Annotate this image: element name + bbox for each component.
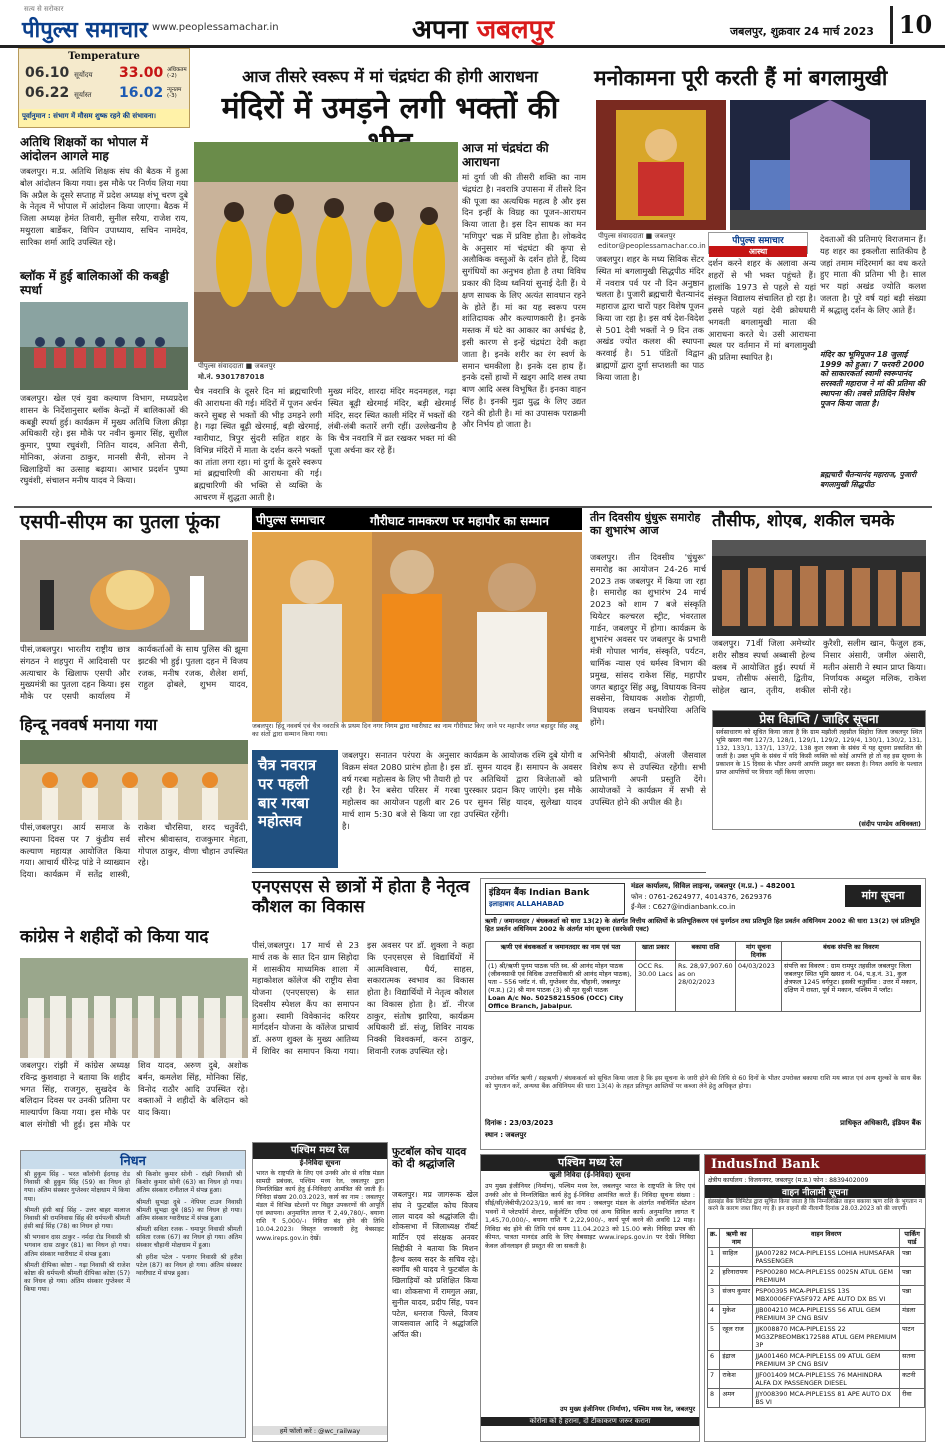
navratri-headline-2: मंदिरों में उमड़ने लगी भक्तों की	[221, 91, 559, 126]
min-note: न्यूनतम (-3)	[167, 87, 182, 100]
bank-merged: इलाहाबाद ALLAHABAD	[489, 900, 565, 908]
table-row	[708, 1305, 925, 1324]
obituary-item: श्रीमती सविता रजक - घमापुर निवासी श्रीमती सविता रजक (67) का निधन हो गया। अंतिम संस्कार चौहानी मोक्षधाम में हुआ।	[136, 1226, 242, 1250]
table-row	[708, 1351, 925, 1370]
bank-notice-body: उपरोक्त वर्णित ऋणी / सहऋणी / बंधककर्ता को सूचित किया जाता है कि इस सूचना के जारी होने की तिथि से 60 दिनों के भीतर उपरोक्त बकाया राशि मय ब्याज एवं अन्य शुल्कों के साथ बैंक को भुगतान करें, अन्यथा बैंक अधिनियम की धारा 13(4) के तहत प्रतिभूत आस्तियों पर कब्जा लेने हेतु अधिकृत होगा।	[485, 1075, 921, 1091]
table-row	[708, 1389, 925, 1408]
cell-no: 7	[708, 1370, 720, 1389]
divider-2	[252, 872, 706, 873]
rail-notice-1	[252, 1142, 388, 1442]
baglamukhi-city: जबलपुर	[654, 232, 676, 240]
effigy-photo	[20, 540, 248, 642]
football-headline: फुटबॉल कोच यादव को दी श्रद्धांजलि	[392, 1146, 467, 1171]
navratri-credit: पीपुल्स संवाददाता	[198, 362, 244, 370]
rail-notice-2-title: पश्चिम मध्य रेल	[481, 1155, 699, 1171]
table-row	[708, 1267, 925, 1286]
bodybuilding-photo	[712, 540, 926, 636]
garba-body-2: कार्यक्रम के आयोजक रश्मि दुबे योगी व डॉ. सुमन यादव हैं। समापन के अवसर पर अतिथियों द्वारा विजेताओं को पुरस्कार प्रदान किए जाएंगे। इस मौके पर सुमन सिंह यादव, सुलेखा यादव उपस्थित रहेंगी।	[464, 750, 582, 819]
navratri-photo-caption: पीपुल्स संवाददाता ■ जबलपुर	[198, 362, 276, 370]
obituary-item: श्री किशोर कुमार सोनी - रांझी निवासी श्री किशोर कुमार सोनी (63) का निधन हो गया। अंतिम संस्कार रानीताल में संपन्न हुआ।	[136, 1171, 242, 1195]
navratri-photo-art	[194, 142, 458, 362]
page-title	[412, 10, 554, 46]
rail-notice-2-signature: उप मुख्य इंजीनियर (निर्माण), पश्चिम मध्य रेल, जबलपुर	[559, 1405, 695, 1413]
bank-email: ई-मेल : C627@indianbank.co.in	[631, 903, 736, 911]
chandraghanta-headline: आज मां चंद्रघंटा की आराधना	[462, 141, 549, 169]
table-row	[708, 1370, 925, 1389]
cell-vehicle: JJF001409 MCA-PIPLE1SS 76 MAHINDRA ALFA DX PASSENGER DIESEL	[753, 1370, 900, 1389]
garba-body-1: जबलपुर। सनातन परंपरा के अनुसार विक्रम संवत 2080 प्रारंभ होता है। इस वर्ष गरबा महोत्सव के लिए भी तैयारी हो रही है। रैन बसेरा परिसर में गरबा महोत्सव का आयोजन पहली बार 26 मार्च शाम 5:30 बजे से किया जा रहा है।	[342, 750, 460, 831]
bank-name-en: Indian Bank	[529, 888, 590, 898]
bank-col-amount: बकाया राशि	[676, 942, 736, 961]
chandraghanta-body: मां दुर्गा जी की तीसरी शक्ति का नाम चंद्रघंटा है। नवरात्रि उपासना में तीसरे दिन की पूजा का अत्यधिक महत्व है और इस दिन इन्हीं के विग्रह का पूजन-आराधन किया जाता है। इस दिन साधक का मन 'मणिपुर' चक्र में प्रविष्ट होता है। लोकवेद के अनुसार मां चंद्रघंटा की कृपा से अलौकिक वस्तुओं के दर्शन होते हैं, दिव्य सुगंधियों का अनुभव होता है तथा विविध प्रकार की दिव्य ध्वनियां सुनाई देती हैं। ये क्षण साधक के लिए अत्यंत सावधान रहने के होते हैं। मां का यह स्वरूप परम शांतिदायक और कल्याणकारी है। इनके मस्तक में घंटे का आकार का अर्धचंद्र है, इसी कारण से इन्हें चंद्रघंटा देवी कहा जाता है। इनके शरीर का रंग स्वर्ण के समान चमकीला है। इनके दस हाथ हैं। इनके दसों हाथों में खड्ग आदि शस्त्र तथा बाण आदि अस्त्र विभूषित हैं। इनका वाहन सिंह है। इनकी मुद्रा युद्ध के लिए उद्यत रहने की होती है। मां का उपासक पराक्रमी और निर्भय हो जाता है।	[462, 172, 586, 430]
cell-name: इंद्राज	[720, 1351, 753, 1370]
cell-no: 4	[708, 1305, 720, 1324]
navratri-body-1: चैत्र नवरात्रि के दूसरे दिन मां ब्रह्मचारिणी की आराधना की गई। मंदिरों में पूजन अर्चन करने सुबह से भक्तों की भीड़ उमड़ने लगी है। गढ़ा स्थित बूढ़ी खेरमाई, बड़ी खेरमाई, ग्वारीघाट, त्रिपुर सुंदरी सहित शहर के विभिन्न मंदिरों में माता के दर्शन करने भक्तों का तांता लगा रहा। मां दुर्गा के दूसरे स्वरूप मां ब्रह्मचारिणी की आराधना की गई। ब्रह्मचारिणी की भक्ति से व्यक्ति के आचरण में शुद्धता आती है।	[194, 386, 322, 503]
nss-headline: एनएसएस से छात्रों में होता है नेतृत्व कौशल का विकास	[252, 877, 470, 917]
nss-body: पीसं,जबलपुर। 17 मार्च से 23 मार्च तक के सात दिन ग्राम सिहोदा में शासकीय माध्यमिक शाला में महाकोशल कॉलेज की राष्ट्रीय सेवा योजना (एनएसएस) के सात दिवसीय स्पेशल कैंप का समापन हुआ। स्वामी विवेकानंद करियर मार्गदर्शन योजना के कॉलेज प्राचार्य डॉ. अरुण शुक्ल के मुख्य आतिथ्य में शिविर का समापन किया गया। इस अवसर पर डॉ. शुक्ला ने कहा कि एनएसएस से विद्यार्थियों में आत्मविश्वास, धैर्य, साहस, सकारात्मक स्वभाव का विकास होता है। विद्यार्थियों में नेतृत्व कौशल का विकास होता है। डॉ. नीरज ठाकुर, संतोष झारिया, कार्यक्रम अधिकारी डॉ. संजू, शिविर नायक निक्की विश्वकर्मा, करन ठाकुर, शिवानी रजक उपस्थित रहे।	[252, 940, 474, 1057]
max-temp: 33.00	[119, 65, 164, 81]
indusind-notice-title: वाहन नीलामी सूचना	[705, 1185, 925, 1198]
cell-no: 1	[708, 1248, 720, 1267]
indusind-notice	[704, 1154, 926, 1442]
bank-name: इंडियन बैंक	[489, 888, 526, 898]
rail-notice-2-footer: कोरोना को है हराना, दो टीकाकरण जरूर कराना	[481, 1417, 699, 1426]
bank-office: मंडल कार्यालय, सिविल लाइन्स, जबलपुर (म.प्र.) – 482001	[631, 882, 796, 890]
baglamukhi-quote-by: ब्रह्मचारी चैतन्यानंद महाराज, पुजारी बगलामुखी सिद्धपीठ	[820, 470, 917, 489]
bank-col-borrower: ऋणी एवं बंधककर्ता व जमानतदार का नाम एवं पता	[486, 942, 636, 961]
indusind-col-vehicle: वाहन विवरण	[753, 1229, 900, 1248]
bodybuilding-headline: तौसीफ, शोएब, शकील चमके	[712, 511, 895, 531]
bank-table-row	[486, 961, 921, 1012]
cell-name: अमन	[720, 1389, 753, 1408]
cell-vehicle: JJB004210 MCA-PIPLE1SS 56 ATUL GEM PREMIUM 3P CNG BSIV	[753, 1305, 900, 1324]
bank-row-date: 04/03/2023	[736, 961, 782, 1012]
cell-name: रहूल राज	[720, 1324, 753, 1351]
cell-vehicle: PSP00280 MCA-PIPLE1SS 0025N ATUL GEM PREMIUM	[753, 1267, 900, 1286]
bank-col-type: खाता प्रकार	[636, 942, 676, 961]
press-notice	[712, 710, 926, 830]
baglamukhi-photo-temple	[730, 100, 926, 230]
cell-place: पन्ना	[900, 1248, 925, 1267]
weather-forecast: पूर्वानुमान : संभाग में मौसम शुष्क रहने की संभावना।	[19, 109, 189, 127]
congress-photo-art	[20, 958, 248, 1058]
ghunghru-headline: तीन दिवसीय धुंधुरू समारोह का शुभारंभ आज	[590, 511, 701, 537]
bank-row-type: OCC Rs. 30.00 Lacs	[636, 961, 676, 1012]
cell-name: राकेश	[720, 1370, 753, 1389]
bank-row-amount: Rs. 28,97,907.60 as on 28/02/2023	[676, 961, 736, 1012]
obituary-item: श्रीमती हंसी बाई सिंह - उत्तर बाहर मालाज निवासी श्री रामनिवास सिंह की धर्मपत्नी श्रीमती हंसी बाई सिंह (78) का निधन हो गया।	[24, 1206, 130, 1231]
kabaddi-photo	[20, 302, 188, 390]
cell-place: रीवा	[900, 1389, 925, 1408]
table-row	[708, 1286, 925, 1305]
bank-phone: फोन : 0761-2624977, 4014376, 2629376	[631, 893, 772, 901]
cell-name: संजय कुमार	[720, 1286, 753, 1305]
obituary-item: श्री हरीश पटेल - पनागर निवासी श्री हरीश पटेल (87) का निधन हो गया। अंतिम संस्कार ग्वारीघाट में संपन्न हुआ।	[136, 1253, 242, 1277]
sunset-label: सूर्यास्त	[74, 91, 92, 99]
kabaddi-photo-art	[20, 302, 188, 390]
page-title-b: जबलपुर	[476, 15, 555, 45]
cell-vehicle: JJA007282 MCA-PIPLE1SS LOHIA HUMSAFAR PASSENGER	[753, 1248, 900, 1267]
newyear-body: पीसं,जबलपुर। आर्य समाज के स्थापना दिवस पर 7 कुंडीय सर्व कल्याण महायज्ञ आयोजित किया गया। आचार्य धीरेन्द्र पांडे ने व्याख्यान दिया। कार्यक्रम में सतेंद्र शास्त्री, राकेश चौरसिया, शरद चतुर्वेदी, सौरभ श्रीवास्तव, राजकुमार मेहता, गोपाल ठाकुर, वीणा चौहान उपस्थित रहे।	[20, 822, 248, 880]
cell-place: कटनी	[900, 1370, 925, 1389]
gaurighat-headline: गौरीघाट नामकरण पर महापौर का सम्मान	[370, 514, 549, 528]
baglamukhi-body-2: दर्शन करने शहर के अलावा अन्य शहरों से भी भक्त पहुंचते हैं। हालांकि 1973 से पहले से यहां संस्कृत विद्यालय संचालित हो रहा है। इससे पहले यहां देवी क्रोधधारी भगवती बगलामुखी माता की आराधना करते थे। उसी आराधना स्थल पर वर्तमान में मां बगलामुखी की प्रतिमा स्थापित है।	[708, 258, 816, 363]
obituary-title: निधन	[21, 1151, 245, 1169]
kabaddi-headline: ब्लॉक में हुई बालिकाओं की कबड्डी स्पर्धा	[20, 269, 169, 297]
rail-notice-1-subtitle: ई-निविदा सूचना	[299, 1159, 341, 1167]
gaurighat-photo	[252, 532, 582, 722]
effigy-photo-art	[20, 540, 248, 642]
bank-col-date: मांग सूचना दिनांक	[736, 942, 782, 961]
bank-notice-intro: ऋणी / जमानतदार / बंधककर्ता को धारा 13(2) के अंतर्गत वित्तीय आस्तियों के प्रतिभूतिकरण एवं पुनर्गठन तथा प्रतिभूति हित प्रवर्तन अधिनियम 2002 की धारा 13(2) एवं प्रतिभूति हित प्रवर्तन अधिनियम 2002 के अंतर्गत मांग सूचना (सरफेसी एक्ट)	[485, 917, 920, 934]
obituary-item: श्री हुकुम सिंह - भरत कॉलोनी ईदगाह रोड निवासी श्री हुकुम सिंह (59) का निधन हो गया। अंतिम संस्कार गुप्तेश्वर मोक्षधाम में किया गया।	[24, 1171, 130, 1203]
indusind-header	[708, 1229, 925, 1248]
gaurighat-photo-art	[252, 532, 582, 722]
dateline: जबलपुर, शुक्रवार 24 मार्च 2023	[730, 25, 874, 38]
bank-notice-table	[485, 941, 921, 1012]
cell-vehicle: PSP00395 MCA-PIPLE1SS 13S MBX0006FFYA5F972 APE AUTO DX BS VI	[753, 1286, 900, 1305]
rail-notice-1-title: पश्चिम मध्य रेल	[253, 1143, 387, 1159]
indusind-table	[707, 1228, 925, 1408]
obituary-item: श्रीमती दीपिका कोष्टा - गढ़ा निवासी श्री राजेश कोष्टा की धर्मपत्नी श्रीमती दीपिका कोष्टा (57) का निधन हो गया। अंतिम संस्कार गुप्तेश्वर में किया गया।	[24, 1261, 130, 1294]
baglamukhi-temple-art	[730, 100, 926, 230]
navratri-headline-1: आज तीसरे स्वरूप में मां चंद्रघंटा की होगी आराधना	[242, 67, 538, 86]
press-notice-title: प्रेस विज्ञप्ति / जाहिर सूचना	[713, 711, 925, 727]
bank-notice-signatory: प्राधिकृत अधिकारी, इंडियन बैंक	[840, 1119, 921, 1127]
cell-place: पन्ना	[900, 1286, 925, 1305]
cell-no: 6	[708, 1351, 720, 1370]
baglamukhi-email[interactable]: editor@peoplessamachar.co.in	[598, 242, 706, 250]
weather-title: Temperature	[68, 51, 140, 62]
press-notice-signature: (संदीप पाण्डेय अधिवक्ता)	[858, 820, 921, 828]
baglamukhi-deity-art	[596, 100, 726, 230]
obituary-list	[21, 1169, 245, 1437]
navratri-mobile: मो.नं. 9301787018	[198, 373, 265, 381]
navratri-body-2: मुख्य मंदिर, शारदा मंदिर मदनमहल, गढ़ा स्थित बूढ़ी खेरमाई मंदिर, बड़ी खेरमाई मंदिर, सदर स्थित काली मंदिर में भक्तों की लंबी-लंबी कतारें लगी रहीं। उल्लेखनीय है कि चैत्र नवरात्रि में व्रत रखकर भक्त मां की पूजा अर्चना कर रहे हैं।	[328, 386, 456, 455]
bank-logo	[485, 883, 625, 915]
football-body: जबलपुर। मप्र जागरूक खेल संघ ने फुटबॉल कोच विजय लाल यादव को श्रद्धांजलि दी। शोकसभा में जिलाध्यक्ष रॉबर्ट मार्टिन एवं संरक्षक अनवर सिद्दीकी ने बताया कि मिशन हैल्थ क्लब सदर के सचिव रहे। स्वर्गीय श्री यादव ने फुटबॉल के खिलाड़ियों को प्रशिक्षित किया था। शोकसभा में रामगुल अन्ना, सुनील यादव, प्रदीप सिंह, पवन पटेल, धनराज पिल्ले, विजय जायसवाल आदि ने श्रद्धांजलि अर्पित की।	[392, 1190, 478, 1340]
cell-name: मुकेश	[720, 1305, 753, 1324]
navratri-photo	[194, 142, 458, 362]
gaurighat-banner	[252, 508, 582, 530]
bank-row-borrower-text: (1) श्री/ऋणी पुनम पाठक पति स्व. श्री आनंद मोहन पाठक (जीवनसाथी एवं विधिक उत्तराधिकारी श्री आनंद मोहन पाठक), पता – 556 प्लॉट नं. सी, गुप्तेश्वर रोड, चौहानी, जबलपुर (म.प्र.) (2) श्री मान पाठक (3) श्री मृत सुश्री पाठक	[488, 962, 632, 994]
baglamukhi-photo-deity	[596, 100, 726, 230]
bodybuilding-body: जबलपुर। 71वीं जिला अमेच्योर शरीर सौष्ठव स्पर्धा अब्बासी हेल्थ क्लब में आयोजित हुई। स्पर्धा में प्रथम, तौसीफ अंसारी, द्वितीय, सोहेल खान, तृतीय, शकील कुरैशी, सलीम खान, फैजुल हक, निसार अंसारी, जमील अंसारी, मतीन अंसारी ने स्थान प्राप्त किया। निर्णायक अब्दुल मलिक, राकेश सोनी रहे।	[712, 638, 926, 696]
bank-table-header	[486, 942, 921, 961]
sunset-time: 06.22	[25, 85, 70, 101]
cell-no: 8	[708, 1389, 720, 1408]
congress-photo	[20, 958, 248, 1058]
max-note: अधिकतम (-2)	[167, 67, 187, 80]
bank-notice	[480, 878, 926, 1150]
aastha-tag	[708, 232, 808, 254]
cell-place: सतना	[900, 1351, 925, 1370]
indusind-office: क्षेत्रीय कार्यालय : विजयनगर, जबलपुर (म.प्र.) फोन : 8839402009	[708, 1177, 869, 1184]
cell-no: 5	[708, 1324, 720, 1351]
aastha-brand: पीपुल्स समाचार	[732, 236, 784, 246]
teachers-headline: अतिथि शिक्षकों का भोपाल में आंदोलन आगले माह	[20, 135, 148, 163]
bodybuilding-photo-art	[712, 540, 926, 636]
website-link[interactable]: www.peoplessamachar.in	[152, 22, 279, 33]
bank-notice-place: स्थान : जबलपुर	[485, 1131, 527, 1139]
table-row	[708, 1248, 925, 1267]
cell-name: साहिल	[720, 1248, 753, 1267]
cell-place: मंडला	[900, 1305, 925, 1324]
page-title-a: अपना	[412, 15, 468, 45]
bank-notice-date: दिनांक : 23/03/2023	[485, 1119, 554, 1127]
gaurighat-caption: जबलपुर। हिंदू नववर्ष एवं चैत्र नवरात्रि के प्रथम दिन नगर निगम द्वारा ग्वारीघाट का नाम गौरीघाट किए जाने पर महापौर जगत बहादुर सिंह अन्नू का संतों द्वारा सम्मान किया गया।	[252, 722, 578, 739]
congress-body: जबलपुर। रांझी में कांग्रेस अध्यक्ष रविन्द्र कुशवाहा ने बताया कि शहीद भगत सिंह, राजगुरु, सुखदेव के बलिदान दिवस पर उनकी प्रतिमा पर माल्यार्पण किया गया। इस मौके पर बाल संगोष्ठी भी हुई। इस मौके पर शिव यादव, अरुण दुबे, अशोक बर्मन, कमलेश सिंह, मोनिका सिंह, विनोद राठौर आदि उपस्थित रहे। वक्ताओं ने शहीदों के बलिदान को याद किया।	[20, 1060, 248, 1129]
bank-notice-title: मांग सूचना	[845, 885, 921, 907]
kabaddi-body: जबलपुर। खेल एवं युवा कल्याण विभाग, मध्यप्रदेश शासन के निर्देशानुसार ब्लॉक केन्द्रों में बालिकाओं की कबड्डी स्पर्धा हुई। कार्यक्रम में मुख्य अतिथि जिला क्रीड़ा अधिकारी रहे। इस मौके पर नवीन कुमार सिंह, सुशील कुमार, पुष्पा रघुवंशी, नितिन यादव, अनिता सैनी, मोनिका, अंजना ठाकुर, मानसी सैनी, सोनम ने खिलाड़ियों का उत्साह बढ़ाया। आभार प्रदर्शन पुष्पा रघुवंशी, संचालन मनीष यादव ने किया।	[20, 393, 188, 486]
aastha-label: आस्था	[709, 246, 807, 257]
rail-notice-2-subtitle: खुली निविदा (ई-निविदा) सूचना	[549, 1171, 631, 1179]
obituary-box	[20, 1150, 246, 1438]
navratri-city: जबलपुर	[254, 362, 276, 370]
effigy-headline: एसपी-सीएम का पुतला फूंका	[20, 511, 220, 533]
congress-headline: कांग्रेस ने शहीदों को किया याद	[20, 927, 209, 947]
bank-loan-no: Loan A/c No. 50258215506 (OCC) City Office Branch, Jabalpur.	[488, 994, 624, 1010]
baglamukhi-body-3: देवताओं की प्रतिमाएं विराजमान हैं। यह शहर का इकलौता सातिकीय है जहां तमाम मंदिरमार्ग का वध करते हुए माता की प्रतिमा भी है। साल भर यहां अखंड ज्योति कलश जलता है। पूरे वर्ष यहां बड़ी संख्या में श्रद्धालु दर्शन के लिए आते हैं।	[820, 234, 926, 315]
masthead-title: पीपुल्स समाचार	[22, 17, 148, 43]
baglamukhi-body-1: जबलपुर। शहर के मध्य सिविक सेंटर स्थित मां बगलामुखी सिद्धपीठ मंदिर में नवरात्र पर्व पर नौ दिन अनुष्ठान चलता है। पुजारी ब्रह्मचारी चैतन्यानंद महाराज द्वारा चारों पहर विशेष पूजन किया जा रहा है। इस वर्ष देश-विदेश से 501 देवी भक्तों ने 9 दिन तक अखंड ज्योत कलश की स्थापना करवाई है। 51 पंडितों विद्वान ब्राह्मणों द्वारा दुर्गा सप्तशती का पाठ किया जाता है।	[596, 254, 704, 382]
indusind-title: IndusInd Bank	[705, 1155, 925, 1174]
table-row	[708, 1324, 925, 1351]
cell-place: पन्ना	[900, 1267, 925, 1286]
masthead-tagline: सत्य से सरोकार	[24, 5, 64, 13]
rail-notice-1-body: भारत के राष्ट्रपति के लिए एवं उनकी ओर से वरिष्ठ मंडल सामग्री प्रबंधक, पश्चिम मध्य रेल, जबलपुर द्वारा निम्नलिखित कार्य हेतु ई-निविदाएं आमंत्रित की जाती हैं। निविदा संख्या 20.03.2023, कार्य का नाम : जबलपुर मंडल में विभिन्न स्टेशनों पर विद्युत उपकरणों की आपूर्ति एवं स्थापना। अनुमानित लागत ₹ 2,49,780/-, बयाना राशि ₹ 5,000/-। निविदा बंद होने की तिथि 10.04.2023। विस्तृत जानकारी हेतु वेबसाइट www.ireps.gov.in देखें।	[256, 1170, 384, 1242]
indusind-intro: इंडसइंड बैंक लिमिटेड द्वारा सूचित किया जाता है कि निम्नलिखित वाहन बकाया ऋण राशि के भुगतान न करने के कारण जब्त किए गए हैं। इन वाहनों की नीलामी दिनांक 28.03.2023 को की जाएगी।	[708, 1199, 922, 1213]
page-number: 10	[890, 6, 938, 44]
cell-vehicle: JJA001460 MCA-PIPLE1SS 09 ATUL GEM PREMIUM 3P CNG BSIV	[753, 1351, 900, 1370]
bank-col-property: बंधक संपत्ति का विवरण	[782, 942, 921, 961]
indusind-col-no: क्र.	[708, 1229, 720, 1248]
obituary-item: श्रीमती सुभद्रा दुबे - नेपियर टाउन निवासी श्रीमती सुभद्रा दुबे (85) का निधन हो गया। अंतिम संस्कार ग्वारीघाट में संपन्न हुआ।	[136, 1198, 242, 1222]
indusind-col-name: ऋणी का नाम	[720, 1229, 753, 1248]
baglamukhi-quote: मंदिर का भूमिपूजन 18 जुलाई 1999 को हुआ। 7 फरवरी 2000 को साकारकर्ता स्वामी स्वरूपानंद सरस्वती महाराज ने मां की प्रतिमा की स्थापना की। तबसे प्रतिदिन विशेष पूजन किया जाता है।	[820, 350, 925, 408]
bank-row-borrower	[486, 961, 636, 1012]
min-temp: 16.02	[119, 85, 164, 101]
cell-vehicle: JJY008390 MCA-PIPLE1SS 81 APE AUTO DX BS VI	[753, 1389, 900, 1408]
bank-row-property: संपत्ति का विवरण : ग्राम रामपुर तहसील जबलपुर जिला जबलपुर स्थित भूमि खसरा नं. 04, प.ह.नं. 31, कुल क्षेत्रफल 1245 वर्गफुट। इसकी चतुर्सीमा : उत्तर में मकान, दक्षिण में रास्ता, पूर्व में मकान, पश्चिम में प्लॉट।	[782, 961, 921, 1012]
newyear-photo	[20, 740, 248, 820]
weather-box	[18, 48, 190, 128]
sunrise-label: सूर्योदय	[74, 71, 93, 79]
ghunghru-body: जबलपुर। तीन दिवसीय 'धुंधुरू' समारोह का आयोजन 24-26 मार्च 2023 तक जबलपुर में किया जा रहा है। समारोह का शुभारंभ 24 मार्च 2023 को शाम 7 बजे संस्कृति थियेटर कल्चरल स्ट्रीट, भंवरताल गार्डन, जबलपुर में होगा। कार्यक्रम के शुभारंभ अवसर पर जबलपुर के प्रभारी मंत्री गोपाल भार्गव, संस्कृति, पर्यटन, धार्मिक न्यास एवं धर्मस्व विभाग की प्रमुख, सांसद राकेश सिंह, महापौर जगत बहादुर सिंह अन्नू, विधायक विनय सक्सेना, विधायक अशोक रोहाणी, विधायक लखन घनघोरिया अतिथि होंगे।	[590, 552, 706, 727]
obituary-item: श्री भगवान दास ठाकुर - नर्मदा रोड निवासी श्री भगवान दास ठाकुर (81) का निधन हो गया। अंतिम संस्कार ग्वारीघाट में संपन्न हुआ।	[24, 1234, 130, 1258]
press-notice-body: सर्वसाधारण को सूचित किया जाता है कि ग्राम मझौली तहसील सिहोरा जिला जबलपुर स्थित भूमि खसरा नंबर 127/3, 128/1, 129/1, 129/2, 129/4, 130/1, 130/2, 131, 132, 133/1, 137/1, 137/2, 138 कुल रकबा के संबंध में यह सूचना प्रकाशित की जाती है। उक्त भूमि के संबंध में यदि किसी व्यक्ति को कोई आपत्ति हो तो वह इस सूचना के प्रकाशन के 15 दिवस के भीतर अपनी आपत्ति प्रस्तुत कर सकता है। नियत अवधि के पश्चात प्राप्त आपत्तियों पर विचार नहीं किया जाएगा।	[716, 729, 922, 777]
teachers-body: जबलपुर। म.प्र. अतिथि शिक्षक संघ की बैठक में हुआ बोल आंदोलन किया गया। इस मौके पर निर्णय लिया गया कि अप्रैल के दूसरे सप्ताह में प्रदेश अध्यक्ष शंभू चरण दुबे के नेतृत्व में भोपाल में आंदोलन किया जाएगा। बैठक में जिला अध्यक्ष हेमंत तिवारी, सुनील सरैया, राजेश राय, मथुराला बार्डेकर, विपिन उपाध्याय, सचिन नामदेव, सारिका शर्मा आदि उपस्थित रहे।	[20, 166, 188, 247]
masthead	[22, 5, 148, 44]
cell-name: हरिनारायण	[720, 1267, 753, 1286]
newyear-headline: हिन्दू नववर्ष मनाया गया	[20, 715, 158, 734]
gaurighat-brand: पीपुल्स समाचार	[256, 513, 325, 527]
sunrise-time: 06.10	[25, 65, 70, 81]
cell-no: 2	[708, 1267, 720, 1286]
cell-vehicle: JJK008870 MCA-PIPLE1SS 22 MG3ZP8EOMBK172588 ATUL GEM PREMIUM 3P	[753, 1324, 900, 1351]
rail-notice-1-footer: हमें फॉलो करें : @wc_railway	[253, 1426, 387, 1435]
indusind-col-place: पार्किंग यार्ड	[900, 1229, 925, 1248]
page-header	[0, 0, 945, 48]
newyear-photo-art	[20, 740, 248, 820]
baglamukhi-headline: मनोकामना पूरी करती हैं मां बगलामुखी	[594, 65, 888, 90]
baglamukhi-caption: पीपुल्स संवाददाता ■ जबलपुर	[598, 232, 676, 240]
effigy-body: पीसं,जबलपुर। भारतीय राष्ट्रीय छात्र संगठन ने शहपुरा में आदिवासी पर अत्याचार के खिलाफ एसपी और मुख्यमंत्री का पुतला दहन किया। इस मौके पर एसपी कार्यालय में कार्यकर्ताओं के साथ पुलिस की झूमा झटकी भी हुई। पुतला दहन में विजय रजक, मनीष रजक, शैलेश शर्मा, राहुल ढ़ोबले, शुभम यादव,	[20, 644, 248, 702]
baglamukhi-credit: पीपुल्स संवाददाता	[598, 232, 644, 240]
rail-notice-2-body: उप मुख्य इंजीनियर (निर्माण), पश्चिम मध्य रेल, जबलपुर भारत के राष्ट्रपति के लिए एवं उनकी ओर से निम्नलिखित कार्य हेतु ई-निविदा आमंत्रित करते हैं। निविदा सूचना संख्या : सीई/सी/जेबीपी/2023/19, कार्य का नाम : जबलपुर मंडल के अंतर्गत नवनिर्मित स्टेशन भवनों में प्लेटफॉर्म शेल्टर, सर्कुलेटिंग एरिया एवं अन्य सिविल कार्य। अनुमानित लागत ₹ 1,45,70,000/-, बयाना राशि ₹ 2,22,900/-, कार्य पूर्ण करने की अवधि 12 माह। निविदा बंद होने की तिथि एवं समय 11.04.2023 को 15.00 बजे। निविदा प्रपत्र की कीमत, पात्रता मानदंड आदि के लिए वेबसाइट www.ireps.gov.in पर देखें। निविदा केवल ऑनलाइन ही प्रस्तुत की जा सकती है।	[485, 1182, 695, 1251]
cell-place: पाटन	[900, 1324, 925, 1351]
garba-body-3: अभिनेत्री श्रीयादी, अंजली जैसवाल विशेष रूप से उपस्थित रहेंगी। सभी प्रतिभागी अपनी प्रस्तुति देंगे। आयोजकों ने कार्यक्रम में सभी से उपस्थित होने की अपील की है।	[590, 750, 706, 808]
cell-no: 3	[708, 1286, 720, 1305]
garba-box-title: चैत्र नवरात्र पर पहली बार गरबा महोत्सव	[252, 750, 338, 868]
rail-notice-2	[480, 1154, 700, 1442]
